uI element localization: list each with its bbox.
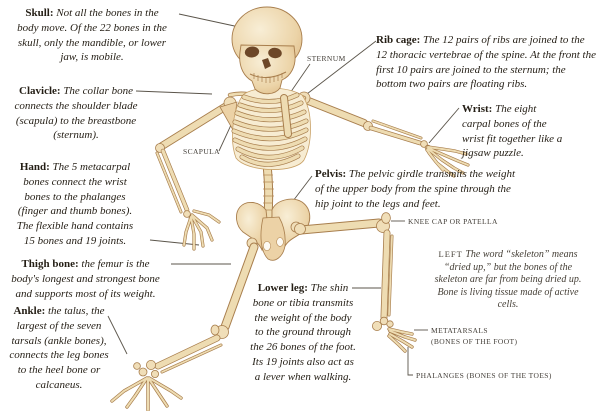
- heel-bone-right: [372, 321, 381, 330]
- kneecap-label: KNEE CAP OR PATELLA: [408, 217, 498, 226]
- ankle-note: [6, 304, 112, 393]
- ribcage-note-text: The 12 pairs of ribs are joined to the 12 thoracic vertebrae of the spine. At the front the first 10 pairs are joined to the sternum; the bottom two pairs are floating ribs.: [376, 34, 596, 91]
- phalanges-label: PHALANGES (BONES OF THE TOES): [416, 371, 552, 380]
- leader-line-hand: [150, 240, 199, 245]
- hand-note-term: Hand:: [19, 161, 50, 173]
- sternum-bone: [284, 98, 288, 134]
- kneecap-bone-left: [211, 325, 219, 335]
- pelvis-note-text: The pelvic girdle transmits the weight of the upper body from the spine through the hip joint to the legs and feet.: [315, 168, 516, 210]
- skull-note-term: Skull:: [25, 7, 54, 19]
- metatarsals-label-line2: (BONES OF THE FOOT): [431, 337, 518, 346]
- thigh-note-term: Thigh bone:: [21, 258, 79, 270]
- left-arm-bones: [156, 97, 237, 249]
- pelvis-note-term: Pelvis:: [315, 168, 347, 180]
- ankle-note-term: Ankle:: [13, 305, 46, 317]
- sternum-label: STERNUM: [307, 54, 346, 63]
- wrist-note: [462, 102, 565, 161]
- metatarsals-label-line1: METATARSALS: [431, 326, 488, 335]
- skull-note: [14, 6, 170, 65]
- pelvis-note: [315, 167, 520, 211]
- wrist-note-term: Wrist:: [462, 103, 493, 115]
- leader-line-ribcage: [303, 41, 376, 97]
- thigh-note-text: the femur is the body's longest and strongest bone and supports most of its weight.: [11, 258, 160, 300]
- clavicle-note-text: The collar bone connects the shoulder blade (scapula) to the breastbone (sternum).: [14, 85, 138, 142]
- skull-note-text: Not all the bones in the body move. Of the 22 bones in the skull, only the mandible, or lower jaw, is mobile.: [17, 7, 167, 64]
- clavicle-note-term: Clavicle:: [19, 85, 61, 97]
- leader-line-clavicle: [136, 91, 212, 94]
- left-caption: [432, 248, 584, 312]
- ribcage-bone: [233, 88, 311, 169]
- ribcage-note: [376, 33, 597, 92]
- wrist-note-text: The eight carpal bones of the wrist fit together like a jigsaw puzzle.: [462, 103, 563, 160]
- leader-line-phalanges: [408, 347, 413, 375]
- leader-line-scapula: [219, 125, 231, 151]
- skull-bone: [232, 7, 302, 94]
- right-arm-bones: [298, 92, 468, 176]
- lowerleg-note-term: Lower leg:: [257, 282, 308, 294]
- lowerleg-note: [250, 281, 356, 385]
- lowerleg-note-text: The shin bone or tibia transmits the weight of the body to the ground through the 26 bones of the foot. Its 19 joints also act as a lever when walking.: [250, 282, 356, 383]
- left-caption-text: The word “skeleton” means “dried up,” but the bones of the skeleton are far from being dried up. Bone is living tissue made of active cells.: [434, 249, 582, 311]
- thigh-note: [8, 257, 163, 301]
- ankle-note-text: the talus, the largest of the seven tarsals (ankle bones), connects the leg bones to the heel bone or calcaneus.: [9, 305, 109, 391]
- scapula-label: SCAPULA: [183, 147, 220, 156]
- clavicle-note: [13, 84, 139, 143]
- ribcage-note-term: Rib cage:: [376, 34, 421, 46]
- hand-note: [12, 160, 138, 249]
- talus-bone: [146, 360, 155, 369]
- metatarsals-label: [431, 325, 517, 347]
- hand-note-text: The 5 metacarpal bones connect the wrist bones to the phalanges (finger and thumb bones). The flexible hand contains 15 bones and 19 joints.: [16, 161, 134, 247]
- kneecap-bone: [382, 213, 391, 224]
- leader-line-pelvis: [293, 176, 312, 201]
- left-caption-lead: LEFT: [438, 249, 463, 259]
- leader-line-wrist: [429, 108, 459, 143]
